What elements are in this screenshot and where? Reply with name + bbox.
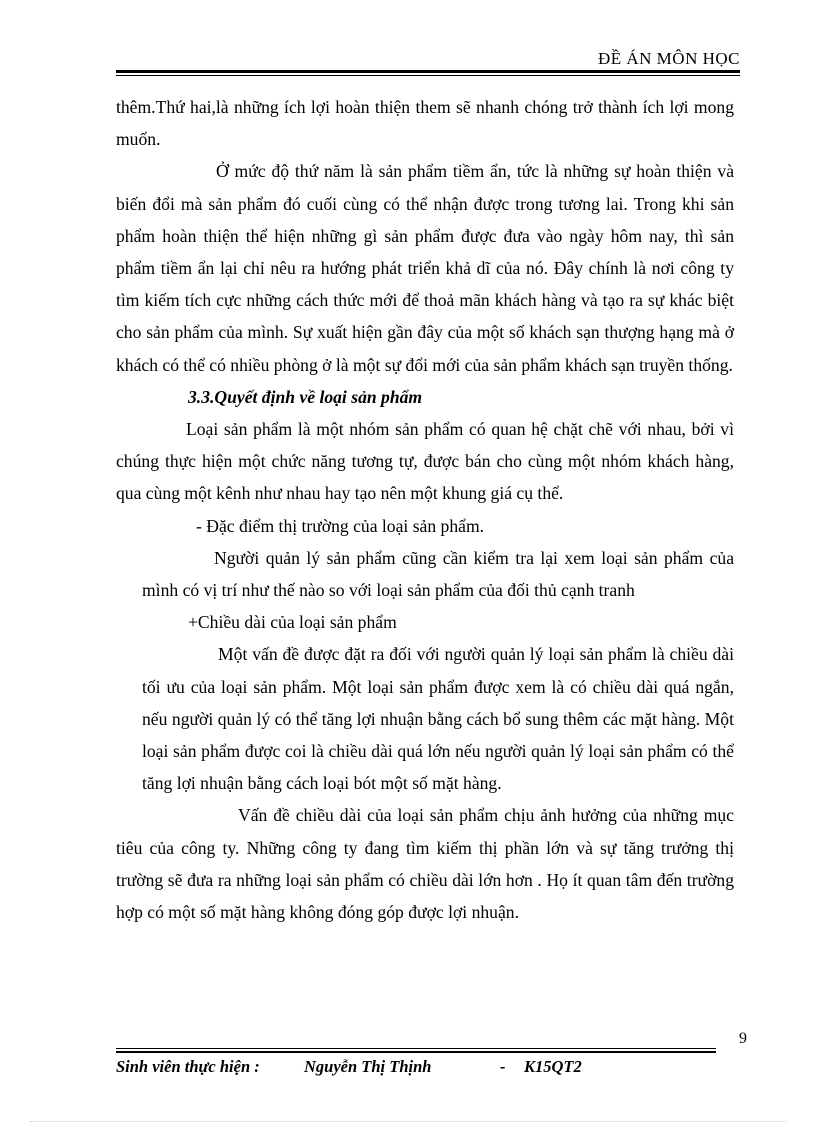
section-heading: 3.3.Quyết định về loại sản phẩm bbox=[188, 386, 423, 407]
footer-label: Sinh viên thực hiện : bbox=[116, 1057, 260, 1076]
document-body bbox=[116, 91, 734, 928]
paragraph-optimal-length: Một vấn đề được đặt ra đối với người quản lý loại sản phẩm là chiều dài tối ưu của loại sản phẩm. Một loại sản phẩm được xem là có chiều dài quá ngắn, nếu người quản lý có thể tăng lợi nhuận bằng cách bổ sung thêm các mặt hàng. Một loại sản phẩm được coi là chiều dài quá lớn nếu người quản lý loại sản phẩm có thể tăng lợi nhuận bằng cách loại bót một số mặt hàng. bbox=[142, 644, 734, 794]
footer-author-line bbox=[116, 1057, 582, 1077]
paragraph-company-goals: Vấn đề chiều dài của loại sản phẩm chịu ảnh hưởng của những mục tiêu của công ty. Những công ty đang tìm kiếm thị phần lớn và sự tăng trưởng thị trường sẽ đưa ra những loại sản phẩm có chiều dài lớn hơn . Họ ít quan tâm đến trường hợp có một số mặt hàng không đóng góp được lợi nhuận. bbox=[116, 805, 734, 923]
header-rule-thin bbox=[116, 75, 740, 76]
page-number: 9 bbox=[739, 1030, 747, 1047]
header-title: ĐỀ ÁN MÔN HỌC bbox=[597, 49, 740, 68]
paragraph-product-line: Loại sản phẩm là một nhóm sản phẩm có quan hệ chặt chẽ với nhau, bởi vì chúng thực hiện một chức năng tương tự, được bán cho cùng một nhóm khách hàng, qua cùng một kênh như nhau hay tạo nên một khung giá cụ thể. bbox=[116, 419, 734, 504]
paragraph-manager-check: Người quản lý sản phẩm cũng cần kiểm tra lại xem loại sản phẩm của mình có vị trí như thế nào so với loại sản phẩm của đối thủ cạnh tranh bbox=[142, 547, 734, 601]
footer-rule-thin bbox=[116, 1048, 716, 1049]
header-rule-thick bbox=[116, 70, 740, 73]
footer-author-name: Nguyễn Thị Thịnh bbox=[304, 1057, 432, 1076]
paragraph-continuation: thêm.Thứ hai,là những ích lợi hoàn thiện them sẽ nhanh chóng trở thành ích lợi mong muốn. bbox=[116, 97, 734, 150]
bullet-market-characteristics: - Đặc điểm thị trường của loại sản phẩm. bbox=[196, 515, 485, 536]
paragraph-potential-product: Ở mức độ thứ năm là sản phẩm tiềm ẩn, tức là những sự hoàn thiện và biến đổi mà sản phẩm đó cuối cùng có thể nhận được trong tương lai. Trong khi sản phẩm hoàn thiện thể hiện những gì sản phẩm được đưa vào ngày hôm nay, thì sản phẩm tiềm ẩn lại chỉ nêu ra hướng phát triển khả dĩ của nó. Đây chính là nơi công ty tìm kiếm tích cực những cách thức mới để thoả mãn khách hàng và tạo ra sự khác biệt cho sản phẩm của mình. Sự xuất hiện gần đây của một số khách sạn thượng hạng mà ở khách có thể có nhiều phòng ở là một sự đổi mới của sản phẩm khách sạn truyền thống. bbox=[116, 161, 734, 375]
subheading-line-length: +Chiều dài của loại sản phẩm bbox=[188, 612, 397, 633]
page-bottom-border bbox=[30, 1121, 786, 1122]
sub-block bbox=[116, 542, 734, 800]
footer-rule-thick bbox=[116, 1051, 716, 1053]
footer-class-code: K15QT2 bbox=[524, 1057, 582, 1076]
footer-dash: - bbox=[500, 1057, 506, 1076]
